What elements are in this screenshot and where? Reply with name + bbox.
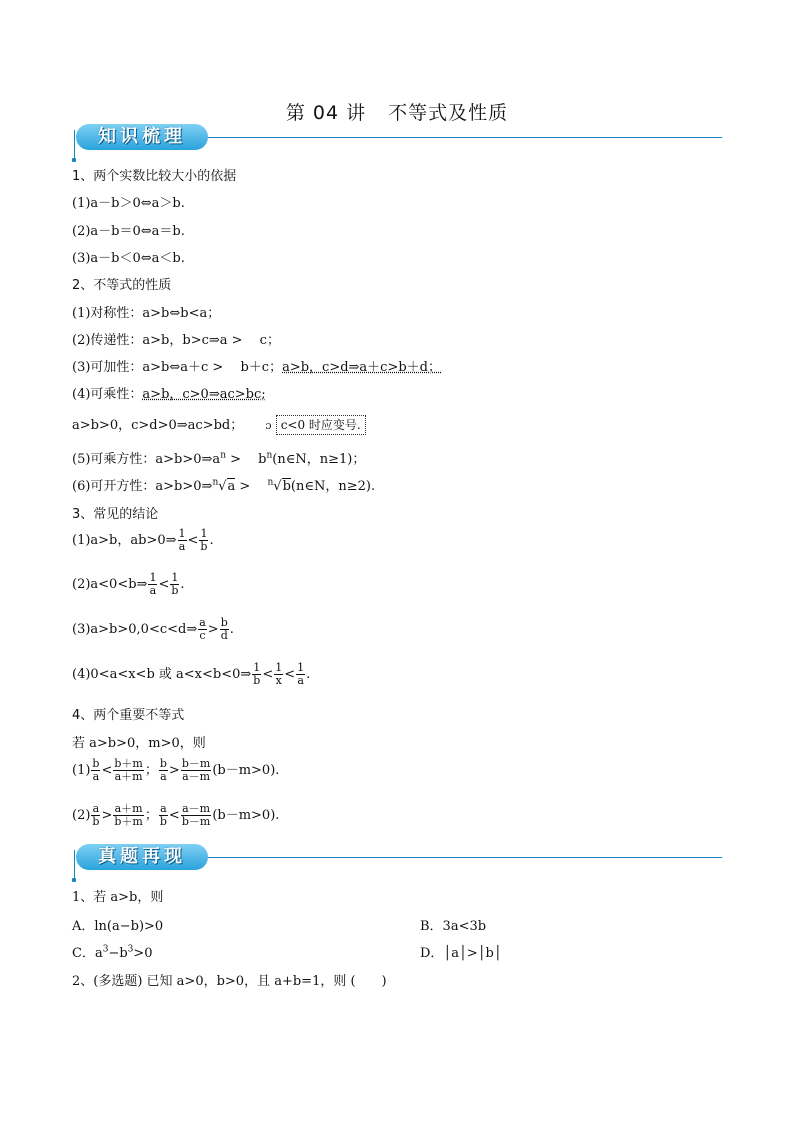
end-mark: . xyxy=(306,667,311,682)
numerator: 1 xyxy=(253,661,261,674)
numerator: b＋m xyxy=(114,757,143,770)
denominator: a xyxy=(149,584,157,597)
sec2-line-1: (1)对称性：a>b⇔b<a； xyxy=(72,306,221,321)
power-rule-condition: (n∈N，n≥1)； xyxy=(272,452,366,467)
denominator: a xyxy=(178,540,186,553)
fraction xyxy=(274,662,283,687)
inequality-2 xyxy=(72,803,279,828)
condition: (b－m>0). xyxy=(212,763,280,778)
numerator: b－m xyxy=(181,757,211,770)
numerator: b xyxy=(92,757,100,770)
section-1-heading: 1、两个实数比较大小的依据 xyxy=(72,169,237,184)
banner-label: 知识梳理 xyxy=(98,126,186,147)
fraction xyxy=(181,803,211,828)
banner-knowledge xyxy=(76,124,208,150)
numerator: 1 xyxy=(297,661,305,674)
denominator: b＋m xyxy=(114,815,143,828)
item-label: (2) xyxy=(72,808,91,823)
sec1-line-3: (3)a－b＜0⇔a＜b. xyxy=(72,251,185,266)
sign-change-note: c<0 时应变号. xyxy=(276,415,366,435)
operator: < xyxy=(187,533,199,548)
question-1-stem: 1、若 a>b，则 xyxy=(72,890,164,905)
operator: < xyxy=(168,808,180,823)
inequality-1 xyxy=(72,758,279,783)
section-3-heading: 3、常见的结论 xyxy=(72,507,159,522)
denominator: b xyxy=(92,815,100,828)
operator: > xyxy=(207,622,219,637)
numerator: a xyxy=(160,802,167,815)
denominator: b xyxy=(200,540,208,553)
numerator: 1 xyxy=(200,527,208,540)
separator: ； xyxy=(144,808,158,823)
fraction xyxy=(181,758,211,783)
lecture-number: 第 04 讲 xyxy=(285,102,367,124)
denominator: a－m xyxy=(182,770,211,783)
denominator: a xyxy=(297,674,304,687)
end-mark: . xyxy=(180,577,185,592)
fraction xyxy=(159,758,168,783)
operator: < xyxy=(101,763,113,778)
fraction xyxy=(198,617,207,642)
operator: < xyxy=(284,667,296,682)
choice-c-mid: −b xyxy=(108,946,128,961)
radicand-b: b xyxy=(282,479,291,494)
exponent: 3 xyxy=(127,944,134,955)
denominator: a xyxy=(92,770,100,783)
conclusion-3-text: (3)a>b>0,0<c<d⇒ xyxy=(72,622,198,637)
end-mark: . xyxy=(229,622,234,637)
note-mark: ɔ xyxy=(265,419,272,432)
denominator: b xyxy=(253,674,261,687)
numerator: a xyxy=(92,802,100,815)
sec1-line-2: (2)a－b＝0⇔a＝b. xyxy=(72,224,185,239)
fraction xyxy=(91,758,100,783)
banner-dot xyxy=(72,878,76,882)
condition: (b－m>0). xyxy=(212,808,280,823)
sec2-line-2: (2)传递性：a>b，b>c⇒a > c； xyxy=(72,333,280,348)
product-rule: a>b>0，c>d>0⇒ac>bd； xyxy=(72,418,244,433)
additivity-extension: a>b，c>d⇒a＋c>b＋d； xyxy=(282,360,441,375)
multiplicativity-rule: a>b，c>0⇒ac>bc; xyxy=(142,387,266,402)
numerator: 1 xyxy=(171,571,179,584)
operator: < xyxy=(262,667,274,682)
fraction xyxy=(91,803,100,828)
sec2-line-5 xyxy=(72,414,366,433)
fraction xyxy=(296,662,305,687)
conclusion-4-text: (4)0<a<x<b 或 a<x<b<0⇒ xyxy=(72,667,252,682)
operator: < xyxy=(158,577,170,592)
root-index: n xyxy=(212,477,219,488)
power-exponent-2: n xyxy=(266,450,273,461)
fraction xyxy=(170,572,179,597)
exponent: 3 xyxy=(102,944,109,955)
fraction xyxy=(220,617,229,642)
operator: > xyxy=(168,763,180,778)
separator: ； xyxy=(144,763,158,778)
denominator: b xyxy=(159,815,167,828)
section-2-heading: 2、不等式的性质 xyxy=(72,278,172,293)
conclusion-1-text: (1)a>b，ab>0⇒ xyxy=(72,533,177,548)
fraction xyxy=(148,572,157,597)
banner-past-exams xyxy=(76,844,208,870)
page-title xyxy=(0,98,794,125)
denominator: x xyxy=(275,674,282,687)
denominator: b xyxy=(171,584,179,597)
fraction xyxy=(159,803,168,828)
choice-c-text: C．a xyxy=(72,946,103,961)
section-4-heading: 4、两个重要不等式 xyxy=(72,708,185,723)
numerator: 1 xyxy=(149,571,157,584)
numerator: a＋m xyxy=(114,802,143,815)
numerator: 1 xyxy=(275,661,283,674)
power-rule-part2: > b xyxy=(225,452,267,467)
banner-dot xyxy=(72,158,76,162)
choice-c xyxy=(72,942,153,961)
denominator: b－m xyxy=(181,815,211,828)
end-mark: . xyxy=(209,533,214,548)
sec4-condition: 若 a>b>0，m>0，则 xyxy=(72,736,206,751)
denominator: a＋m xyxy=(114,770,143,783)
numerator: 1 xyxy=(178,527,186,540)
power-rule-part1: (5)可乘方性：a>b>0⇒a xyxy=(72,452,221,467)
root-index-2: n xyxy=(267,477,274,488)
sec1-line-1: (1)a－b＞0⇔a＞b. xyxy=(72,196,185,211)
additivity-text: (3)可加性：a>b⇔a＋c > b＋c； xyxy=(72,360,283,375)
choice-d: D．│a│>│b│ xyxy=(420,946,502,961)
fraction xyxy=(199,528,208,553)
power-exponent: n xyxy=(220,450,226,461)
conclusion-4 xyxy=(72,662,310,687)
numerator: b xyxy=(220,616,228,629)
denominator: d xyxy=(220,629,228,642)
denominator: c xyxy=(199,629,206,642)
multiplicativity-label: (4)可乘性： xyxy=(72,387,143,402)
item-label: (1) xyxy=(72,763,91,778)
choice-a: A．ln(a−b)>0 xyxy=(72,919,164,934)
operator: > xyxy=(101,808,113,823)
fraction xyxy=(252,662,261,687)
sec2-line-7: (6)可开方性：a>b>0⇒$^n$√a > $^n$√b(n∈N，n≥2). xyxy=(72,477,376,494)
banner-vertical-rule xyxy=(74,850,75,880)
numerator: b xyxy=(159,757,167,770)
conclusion-3 xyxy=(72,617,234,642)
sec2-line-4 xyxy=(72,383,266,402)
banner-vertical-rule xyxy=(74,130,75,160)
numerator: a－m xyxy=(182,802,211,815)
denominator: a xyxy=(160,770,167,783)
root-rule-condition: (n∈N，n≥2). xyxy=(290,479,376,494)
banner-label: 真题再现 xyxy=(98,846,186,867)
fraction xyxy=(178,528,187,553)
fraction xyxy=(113,803,143,828)
choice-c-end: >0 xyxy=(133,946,153,961)
sec2-line-3 xyxy=(72,356,441,375)
conclusion-2-text: (2)a<0<b⇒ xyxy=(72,577,148,592)
numerator: a xyxy=(199,616,206,629)
lecture-topic: 不等式及性质 xyxy=(388,102,509,124)
choice-b: B．3a<3b xyxy=(420,919,487,934)
fraction xyxy=(113,758,143,783)
conclusion-1 xyxy=(72,528,214,553)
question-2-stem: 2、(多选题) 已知 a>0，b>0，且 a+b=1，则 ( ) xyxy=(72,974,387,989)
root-rule-part1: (6)可开方性：a>b>0⇒ xyxy=(72,479,213,494)
sec2-line-6 xyxy=(72,448,365,467)
radicand-a: a xyxy=(227,479,236,494)
conclusion-2 xyxy=(72,572,185,597)
root-rule-part2: > xyxy=(235,479,268,494)
